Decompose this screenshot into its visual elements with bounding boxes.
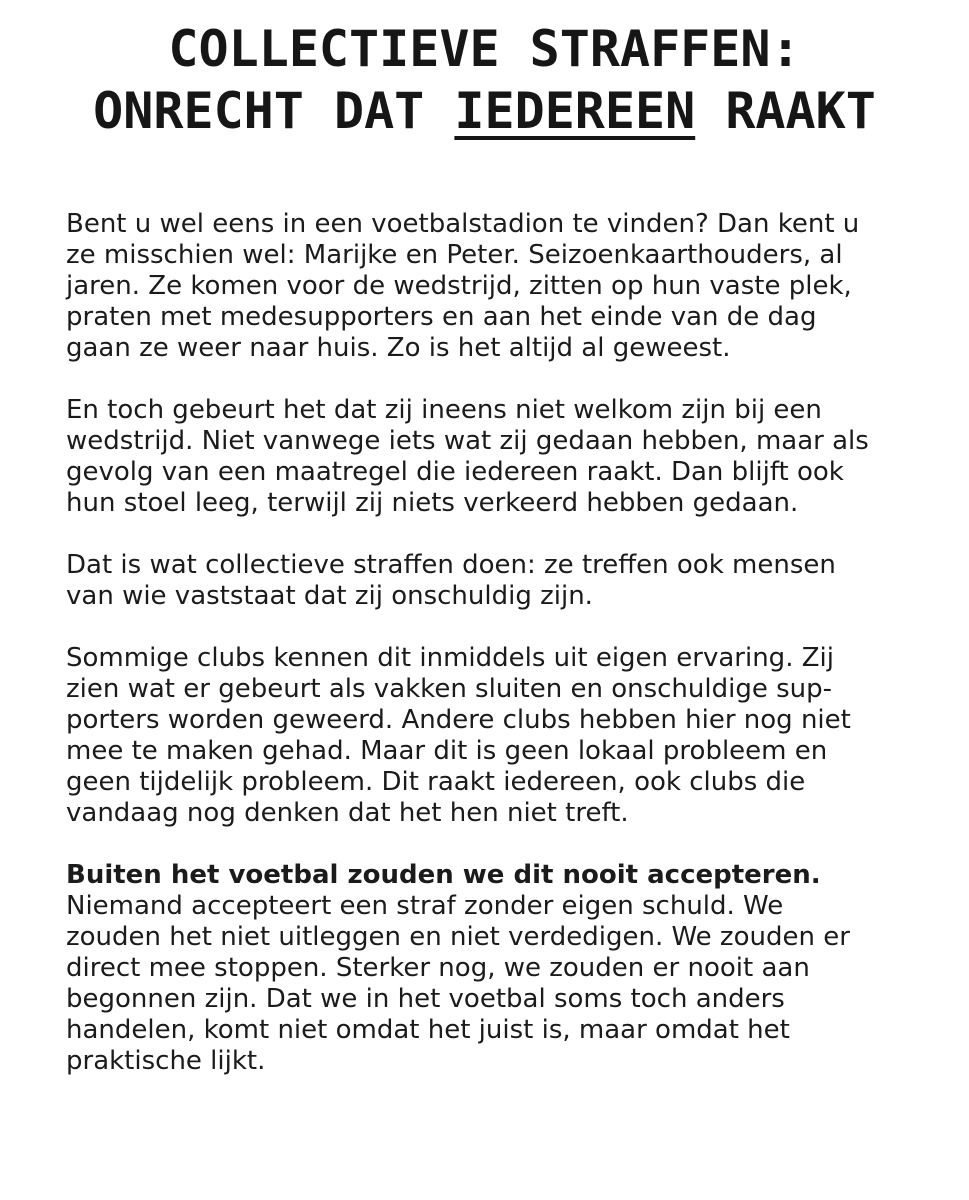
headline-line-2 [0,80,969,142]
text-line: praktische lijkt. [66,1046,266,1076]
text-line: ze misschien wel: Marijke en Peter. Seizoenkaarthouders, al [66,240,843,270]
text-line: gevolg van een maatregel die iedereen raakt. Dan blijft ook [66,457,844,487]
text-line: wedstrijd. Niet vanwege iets wat zij gedaan hebben, maar als [66,426,869,456]
text-line: Niemand accepteert een straf zonder eigen schuld. We [66,891,784,921]
text-line: jaren. Ze komen voor de wedstrijd, zitten op hun vaste plek, [66,271,852,301]
text-line: van wie vaststaat dat zij onschuldig zijn. [66,581,593,611]
text-line: mee te maken gehad. Maar dit is geen lokaal probleem en [66,736,828,766]
article-body [66,209,906,1077]
text-line: porters worden geweerd. Andere clubs hebben hier nog niet [66,705,851,735]
text-line: Sommige clubs kennen dit inmiddels uit eigen ervaring. Zij [66,643,834,673]
headline-line-2-prefix: ONRECHT DAT [93,82,455,140]
text-line: hun stoel leeg, terwijl zij niets verkeerd hebben gedaan. [66,488,799,518]
text-line: En toch gebeurt het dat zij ineens niet welkom zijn bij een [66,395,822,425]
text-line: handelen, komt niet omdat het juist is, maar omdat het [66,1015,790,1045]
text-line: gaan ze weer naar huis. Zo is het altijd al geweest. [66,333,731,363]
headline-line-1: COLLECTIEVE STRAFFEN: [168,20,801,78]
bold-lead-line: Buiten het voetbal zouden we dit nooit accepteren. [66,860,821,890]
text-line: geen tijdelijk probleem. Dit raakt iedereen, ook clubs die [66,767,806,797]
headline-line-2-suffix: RAAKT [695,82,876,140]
paragraph-4 [66,643,906,829]
text-line: direct mee stoppen. Sterker nog, we zouden er nooit aan [66,953,810,983]
paragraph-5 [66,860,906,1077]
paragraph-3 [66,550,906,612]
paragraph-1 [66,209,906,364]
paragraph-2 [66,395,906,519]
text-line: Dat is wat collectieve straffen doen: ze treffen ook mensen [66,550,836,580]
headline [0,18,969,142]
text-line: zouden het niet uitleggen en niet verdedigen. We zouden er [66,922,850,952]
text-line: praten met medesupporters en aan het einde van de dag [66,302,817,332]
headline-emphasis-word: IEDEREEN [454,82,696,140]
text-line: vandaag nog denken dat het hen niet treft. [66,798,629,828]
text-line: zien wat er gebeurt als vakken sluiten en onschuldige sup- [66,674,833,704]
text-line: Bent u wel eens in een voetbalstadion te vinden? Dan kent u [66,209,860,239]
text-line: begonnen zijn. Dat we in het voetbal soms toch anders [66,984,785,1014]
